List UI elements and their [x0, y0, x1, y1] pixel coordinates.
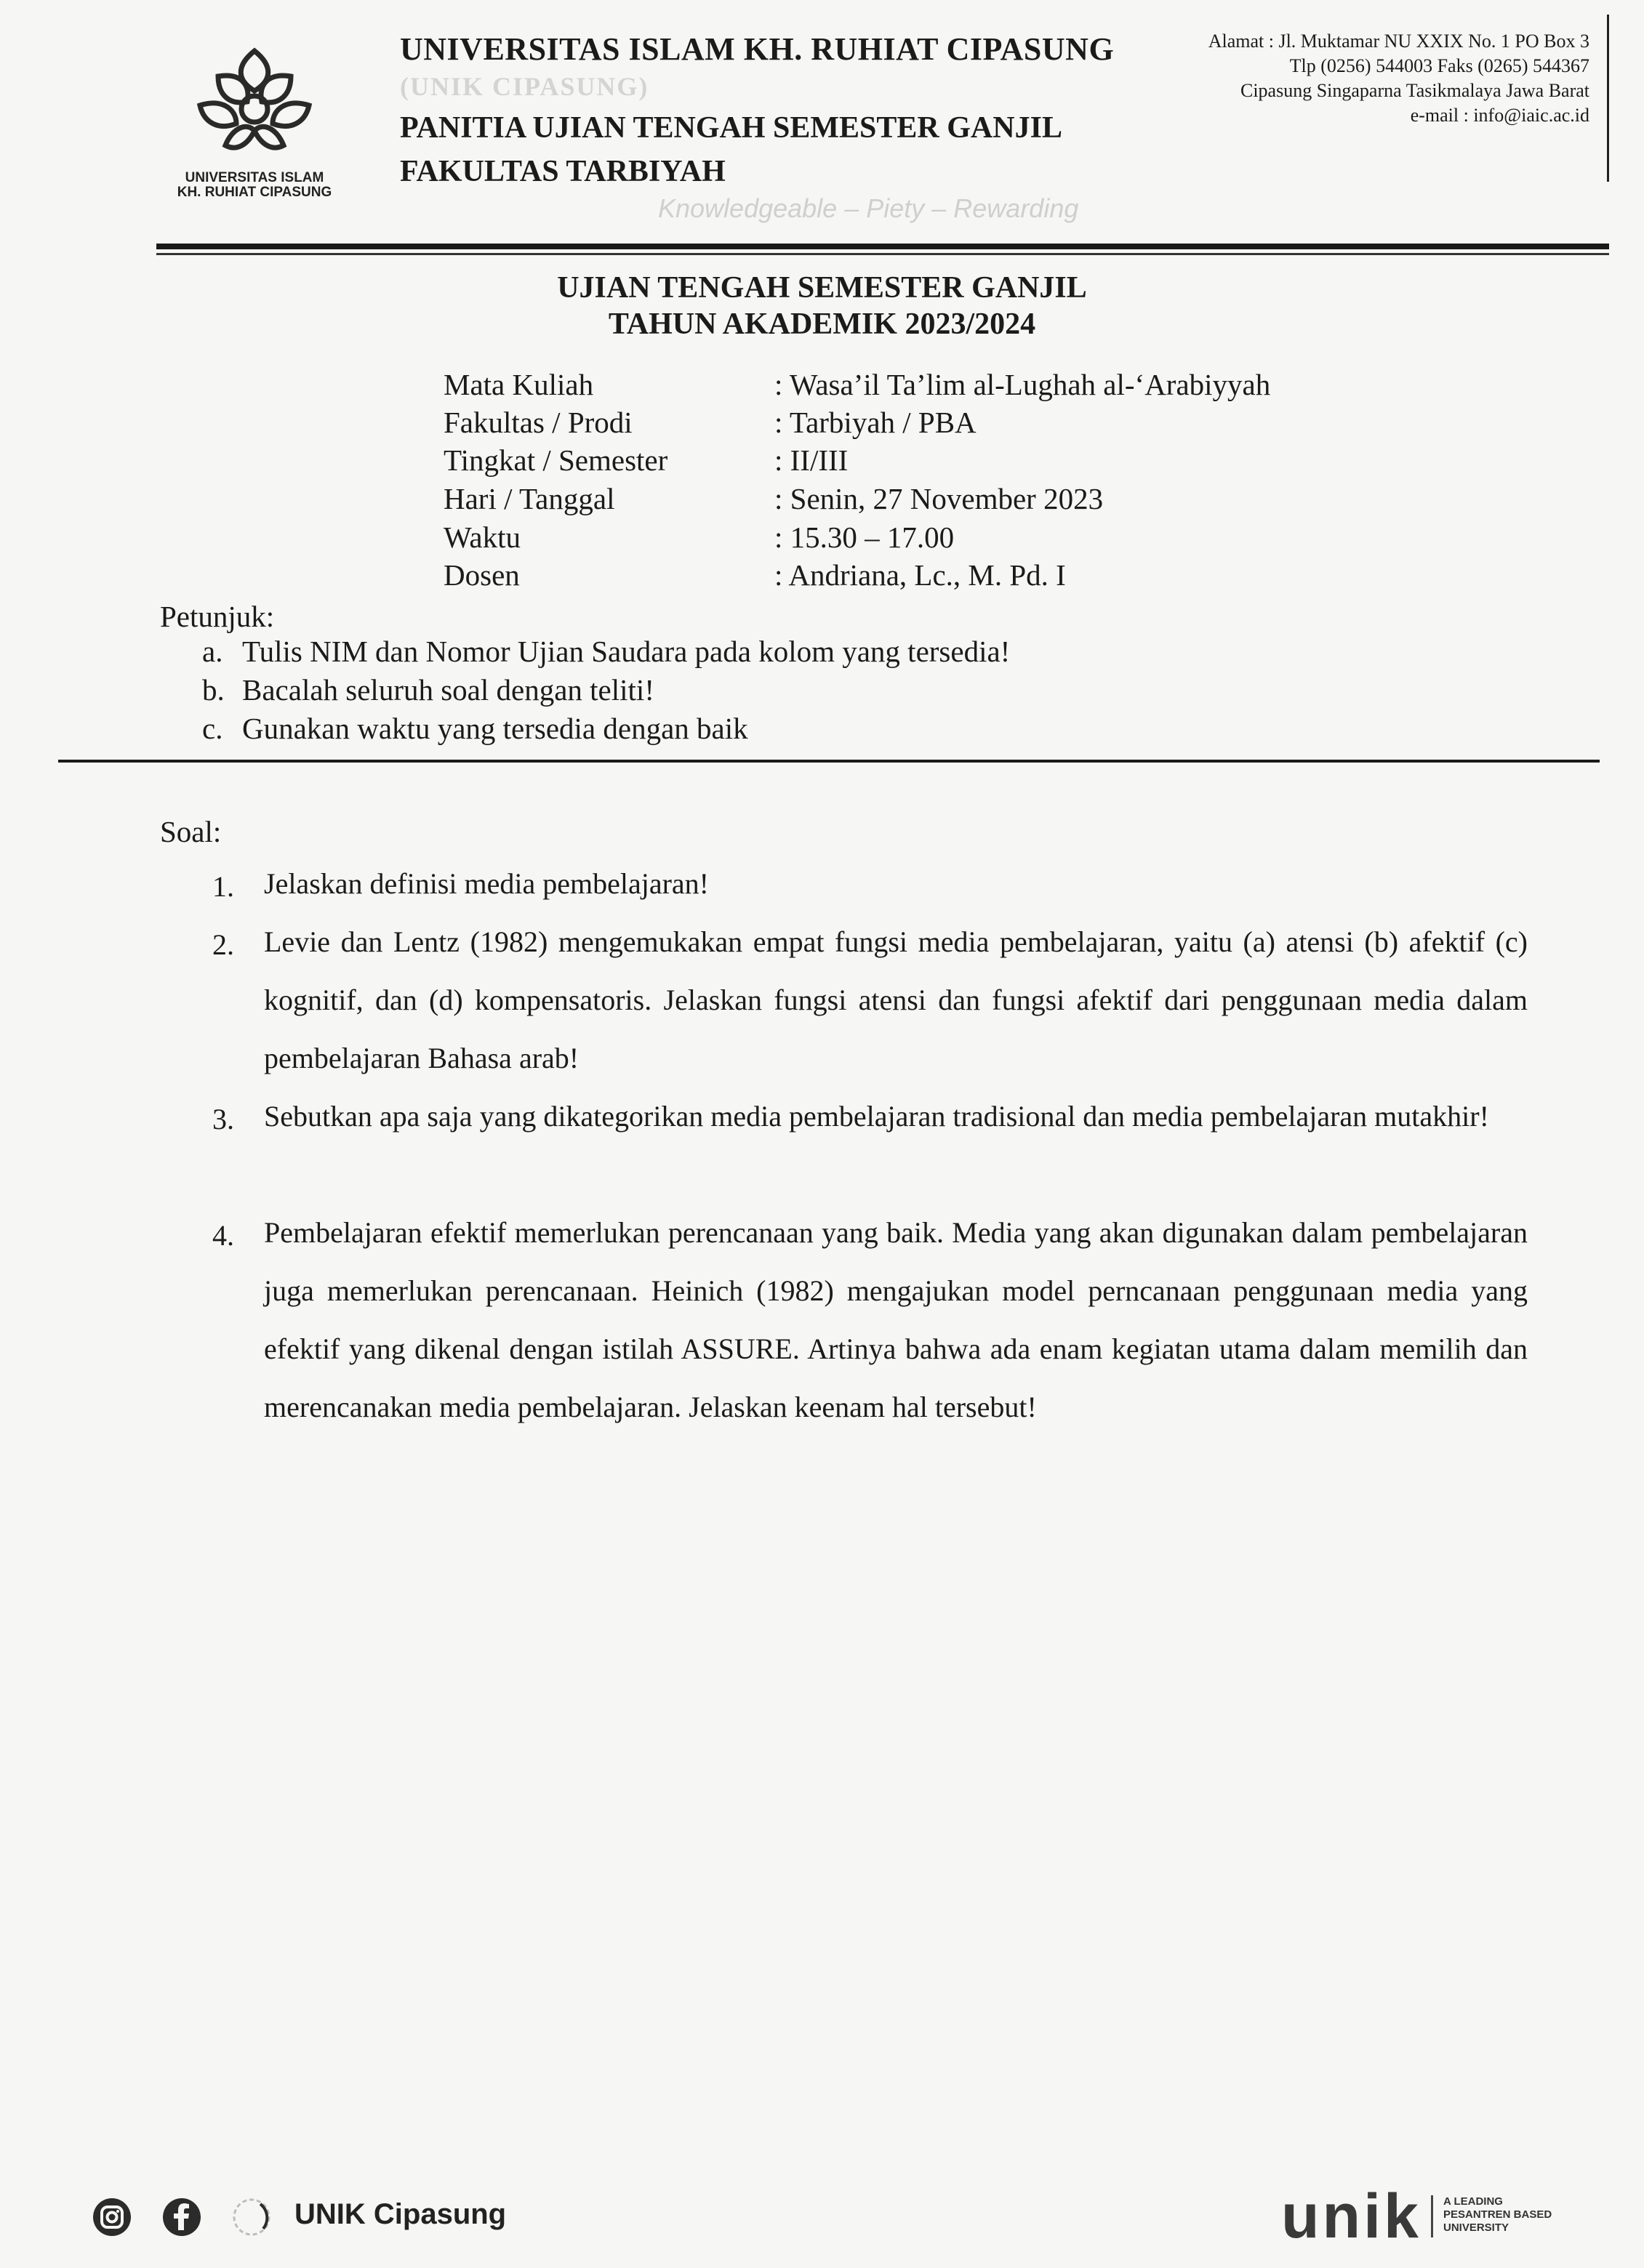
instruction-letter: c.	[202, 712, 223, 745]
header-divider	[156, 244, 1609, 249]
instruction-text: Tulis NIM dan Nomor Ujian Saudara pada kolom yang tersedia!	[242, 635, 1011, 668]
questions-heading: Soal:	[160, 815, 222, 848]
university-name: UNIVERSITAS ISLAM KH. RUHIAT CIPASUNG	[400, 31, 1115, 67]
facebook-icon[interactable]	[161, 2197, 202, 2237]
instruction-letter: a.	[202, 635, 223, 668]
instruction-letter: b.	[202, 673, 225, 707]
motto: Knowledgeable – Piety – Rewarding	[658, 193, 1079, 223]
instruction-item	[202, 634, 1010, 669]
web-icon[interactable]	[231, 2197, 272, 2237]
tagline-line: A LEADING	[1443, 2195, 1503, 2208]
question-number: 3.	[212, 1103, 234, 1135]
phone-line: Tlp (0256) 544003 Faks (0265) 544367	[1289, 55, 1589, 76]
question-text: Pembelajaran efektif memerlukan perencanaan yang baik. Media yang akan digunakan dalam pembelajaran juga memerlukan perencanaan. Heinich (1982) mengajukan model perncanaan penggunaan media yang efektif yang dikenal dengan istilah ASSURE. Artinya bahwa ada enam kegiatan utama dalam memilih dan merencanakan media pembelajaran. Jelaskan keenam hal tersebut!	[264, 1216, 1528, 1423]
logo-caption-line1: UNIVERSITAS ISLAM	[185, 170, 324, 185]
info-label: Tingkat / Semester	[444, 443, 668, 477]
info-label: Hari / Tanggal	[444, 482, 615, 515]
info-value: : Tarbiyah / PBA	[774, 406, 977, 439]
exam-title: UJIAN TENGAH SEMESTER GANJIL	[557, 271, 1087, 305]
email-line: e-mail : info@iaic.ac.id	[1410, 105, 1589, 126]
info-value: : Senin, 27 November 2023	[774, 482, 1104, 515]
question-text: Sebutkan apa saja yang dikategorikan media pembelajaran tradisional dan media pembelajaran mutakhir!	[264, 1100, 1489, 1133]
location-line: Cipasung Singaparna Tasikmalaya Jawa Barat	[1240, 80, 1589, 101]
instruction-item	[202, 711, 748, 746]
academic-year: TAHUN AKADEMIK 2023/2024	[608, 307, 1036, 341]
instruction-item	[202, 672, 654, 707]
info-label: Dosen	[444, 558, 520, 592]
faculty-name: FAKULTAS TARBIYAH	[400, 155, 726, 188]
question-text: Jelaskan definisi media pembelajaran!	[264, 867, 709, 900]
info-value: : 15.30 – 17.00	[774, 520, 955, 554]
info-value: : Wasa’il Ta’lim al-Lughah al-‘Arabiyyah	[774, 368, 1271, 401]
info-label: Fakultas / Prodi	[444, 406, 633, 439]
question-text: Levie dan Lentz (1982) mengemukakan empat fungsi media pembelajaran, yaitu (a) atensi (b) afektif (c) kognitif, dan (d) kompensatoris. Jelaskan fungsi atensi dan fungsi afektif dari penggunaan media dalam pembelajaran Bahasa arab!	[264, 925, 1528, 1074]
info-value: : II/III	[774, 443, 849, 477]
question-number: 1.	[212, 870, 234, 903]
address-block	[1080, 29, 1589, 128]
header-vertical-divider	[1607, 15, 1609, 182]
instruction-text: Bacalah seluruh soal dengan teliti!	[242, 673, 654, 707]
committee-name: PANITIA UJIAN TENGAH SEMESTER GANJIL	[400, 111, 1062, 145]
section-divider	[58, 760, 1600, 763]
university-subtitle: (UNIK CIPASUNG)	[400, 72, 649, 101]
address-line: Alamat : Jl. Muktamar NU XXIX No. 1 PO Box 3	[1208, 31, 1589, 52]
question-number: 4.	[212, 1219, 234, 1252]
question-number: 2.	[212, 928, 234, 961]
info-value: : Andriana, Lc., M. Pd. I	[774, 558, 1066, 592]
info-label: Waktu	[444, 520, 521, 554]
footer-tagline	[1443, 2195, 1552, 2235]
footer-brand-logo: unik	[1281, 2181, 1422, 2251]
logo-caption-line2: KH. RUHIAT CIPASUNG	[177, 185, 332, 200]
university-logo	[175, 36, 334, 167]
info-label: Mata Kuliah	[444, 368, 594, 401]
header-divider-thin	[156, 253, 1609, 255]
instructions-heading: Petunjuk:	[160, 600, 275, 633]
tagline-divider	[1431, 2195, 1433, 2237]
instagram-icon[interactable]	[92, 2197, 132, 2237]
instruction-text: Gunakan waktu yang tersedia dengan baik	[242, 712, 748, 745]
tagline-line: UNIVERSITY	[1443, 2221, 1509, 2234]
footer-social-name: UNIK Cipasung	[294, 2198, 507, 2230]
tagline-line: PESANTREN BASED	[1443, 2208, 1552, 2221]
